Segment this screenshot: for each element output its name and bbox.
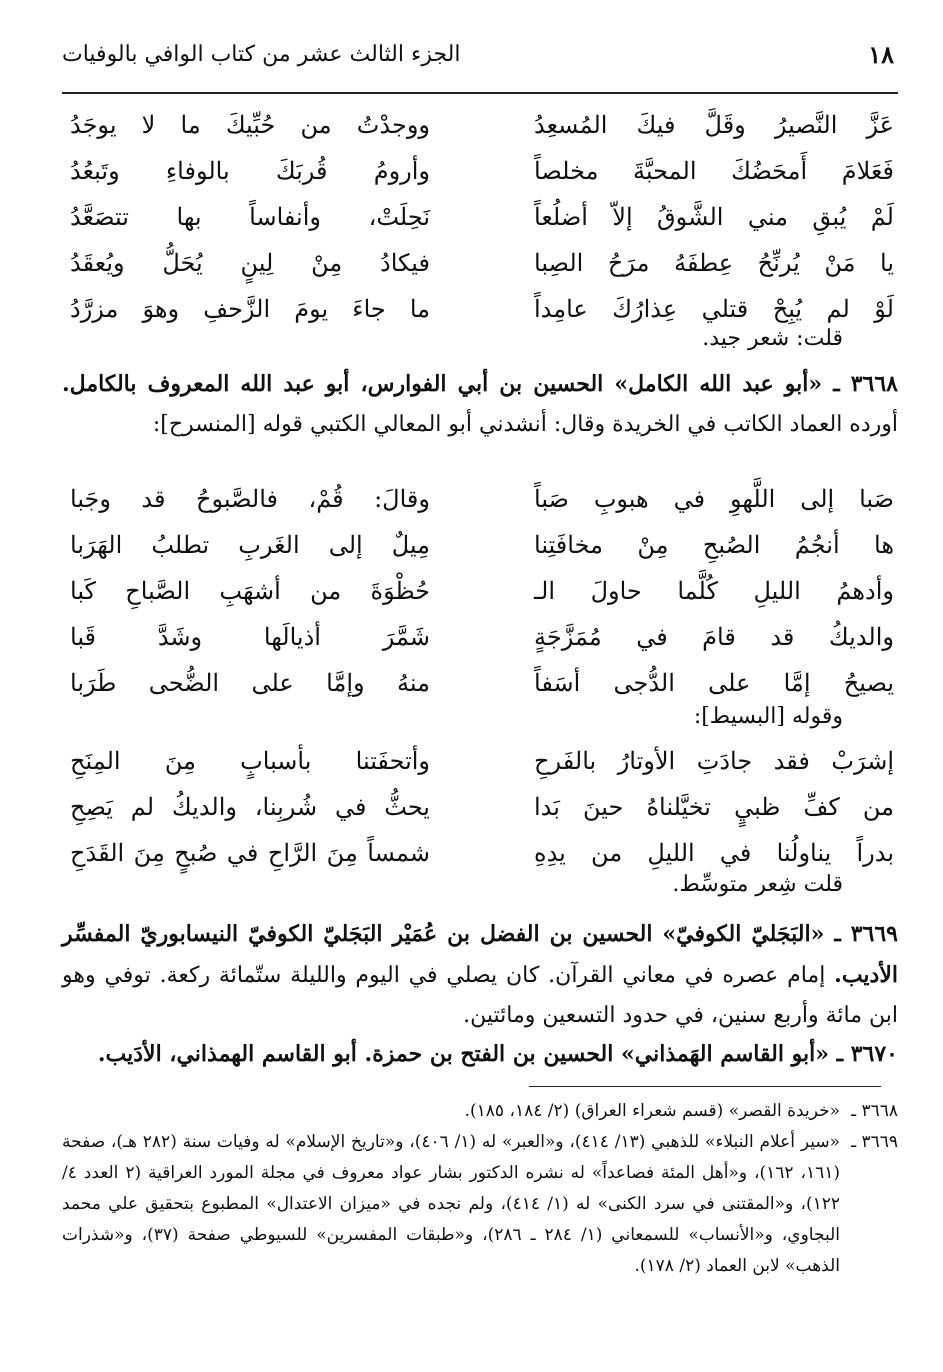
verse <box>70 240 894 286</box>
verse <box>70 568 894 614</box>
entry-text: إمام عصره في معاني القرآن. كان يصلي في اليوم والليلة ستّمائة ركعة. توفي وهو ابن مائة وأربع سنين، في حدود التسعين ومائتين. <box>62 963 898 1028</box>
hemistich-first: عَزَّ النَّصيرُ وقَلَّ فيكَ المُسعِدُ <box>534 111 894 139</box>
entry-heading: ٣٦٦٩ ـ «البَجَليّ الكوفيّ» الحسين بن الفضل بن عُمَيْر البَجَليّ الكوفيّ النيسابوريّ المفسِّر الأديب. <box>62 921 898 988</box>
hemistich-first: صَبا إلى اللَّهوِ في هبوبِ صَباً <box>534 485 894 513</box>
verse <box>70 784 894 830</box>
page-header <box>62 36 898 88</box>
footnotes <box>62 1096 898 1282</box>
page <box>62 36 898 88</box>
footnote-text: «سير أعلام النبلاء» للذهبي (١٣/ ٤١٤)، و«العبر» له (١/ ٤٠٦)، و«تاريخ الإسلام» له وفيات سنة (٢٨٢ هـ)، صفحة (١٦١، ١٦٢)، و«أهل المئة فصاعداً» له نشره الدكتور بشار عواد معروف في مجلة المورد العراقية (٢ العدد ٤/ ١٢٢)، و«المقتنى في سرد الكنى» له (١/ ٤١٤)، ولم نجده في «ميزان الاعتدال» المطبوع بتحقيق علي محمد البجاوي، و«الأنساب» للسمعاني (١/ ٢٨٤ ـ ٢٨٦)، و«طبقات المفسرين» للسيوطي صفحة (٣٧)، و«شذرات الذهب» لابن العماد (٢/ ١٧٨). <box>62 1132 841 1276</box>
entry-heading: ٣٦٦٨ ـ «أبو عبد الله الكامل» الحسين بن أبي الفوارس، أبو عبد الله المعروف بالكامل. <box>62 371 898 397</box>
hemistich-second: ما جاءَ يومَ الزَّحفِ وهوَ مزرَّدُ <box>70 295 430 323</box>
entry-text: أورده العماد الكاتب في الخريدة وقال: أنشدني أبو المعالي الكتبي قوله [المنسرح]: <box>152 412 898 437</box>
footnote-number: ٣٦٦٩ ـ <box>851 1132 898 1152</box>
verse <box>70 148 894 194</box>
hemistich-second: وأرومُ قُربَكَ بالوفاءِ وتَبعُدُ <box>70 157 430 185</box>
hemistich-second: ووجدْتُ من حُبِّيكَ ما لا يوجَدُ <box>70 111 430 139</box>
footnote <box>62 1096 898 1127</box>
hemistich-second: حُظْوَةَ من أشهَبِ الصَّباحِ كَبا <box>70 577 430 605</box>
hemistich-first: والديكُ قد قامَ في مُمَزَّجَةٍ <box>534 623 894 651</box>
footnote-number: ٣٦٦٨ ـ <box>851 1101 898 1121</box>
hemistich-second: شَمَّرَ أذيالَها وشَدَّ قَبا <box>70 623 430 651</box>
verse <box>70 614 894 660</box>
hemistich-first: يصيحُ إمَّا على الدُّجى أسَفاً <box>534 669 894 697</box>
hemistich-second: منهُ وإمَّا على الضُّحى طَرَبا <box>70 669 430 697</box>
running-title: الجزء الثالث عشر من كتاب الوافي بالوفيات <box>62 42 461 67</box>
footnote-rule <box>529 1086 881 1087</box>
header-rule <box>62 92 898 94</box>
hemistich-first: بدراً يناولُنا في الليلِ من يدِهِ <box>534 839 894 867</box>
poem-3 <box>70 738 894 876</box>
comment-1: قلت: شعر جيد. <box>702 326 843 351</box>
hemistich-first: لَوْ لم يُبِحْ قتلي عِذارُكَ عامِداً <box>534 295 894 323</box>
hemistich-first: من كفِّ ظبيٍ تخيَّلناهُ حينَ بَدا <box>534 793 894 821</box>
hemistich-first: فَعَلامَ أَمحَضُكَ المحبَّةَ مخلصاً <box>534 157 894 185</box>
comment-3: قلت شِعر متوسِّط. <box>672 872 843 897</box>
entry-3669 <box>62 914 898 1036</box>
hemistich-first: ها أنجُمُ الصُبحِ مِنْ مخافَتِنا <box>534 531 894 559</box>
hemistich-second: وقالَ: قُمْ، فالصَّبوحُ قد وجَبا <box>70 485 430 513</box>
entry-3670 <box>62 1034 898 1075</box>
footnote <box>62 1127 898 1282</box>
poem-1 <box>70 102 894 332</box>
verse <box>70 738 894 784</box>
hemistich-first: وأدهمُ الليلِ كُلَّما حاولَ الـ <box>534 577 894 605</box>
page-number: ١٨ <box>868 40 894 69</box>
verse <box>70 194 894 240</box>
verse <box>70 830 894 876</box>
entry-3668 <box>62 364 898 445</box>
hemistich-first: لَمْ يُبقِ مني الشَّوقُ إلاّ أضلُعاً <box>534 203 894 231</box>
hemistich-second: فيكادُ مِنْ لِينٍ يُحَلُّ ويُعقَدُ <box>70 249 430 277</box>
hemistich-second: شمساً مِنَ الرَّاحِ في صُبحٍ مِنَ القَدَحِ <box>70 839 430 867</box>
verse <box>70 102 894 148</box>
hemistich-first: إشرَبْ فقد جادَتِ الأوتارُ بالفَرحِ <box>534 747 894 775</box>
hemistich-second: يحثُّ في شُربِنا، والديكُ لم يَصِحِ <box>70 793 430 821</box>
poem-2 <box>70 476 894 706</box>
intro-3: وقوله [البسيط]: <box>693 704 843 729</box>
verse <box>70 522 894 568</box>
verse <box>70 476 894 522</box>
entry-heading: ٣٦٧٠ ـ «أبو القاسم الهَمذاني» الحسين بن الفتح بن حمزة. أبو القاسم الهمذاني، الأدَيب. <box>97 1041 898 1067</box>
hemistich-first: يا مَنْ يُرنِّحُ عِطفَهُ مرَحُ الصِبا <box>534 249 894 277</box>
hemistich-second: وأتحفَتنا بأسبابٍ مِنَ المِنَحِ <box>70 747 430 775</box>
hemistich-second: مِيلٌ إلى الغَربِ تطلبُ الهَرَبا <box>70 531 430 559</box>
footnote-text: «خريدة القصر» (قسم شعراء العراق) (٢/ ١٨٤، ١٨٥). <box>464 1101 840 1121</box>
hemistich-second: نَحِلَتْ، وأنفاساً بها تتصَعَّدُ <box>70 203 430 231</box>
verse <box>70 660 894 706</box>
